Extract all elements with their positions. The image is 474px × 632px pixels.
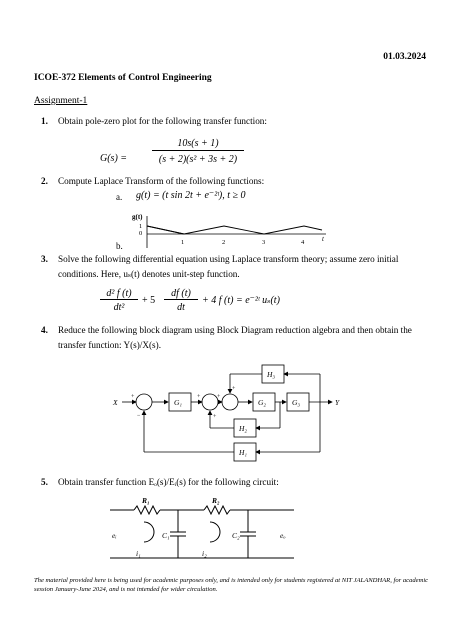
eo-label: eₒ	[280, 531, 286, 540]
term1-denominator: dt²	[113, 302, 125, 313]
question-text: Obtain pole-zero plot for the following transfer function:	[58, 116, 267, 126]
graph-waveform-seg	[147, 226, 184, 234]
c1-label: C₁	[162, 531, 170, 540]
question-number: 1.	[41, 116, 48, 126]
part-a-expression: g(t) = (t sin 2t + e⁻²ᵗ), t ≥ 0	[136, 190, 246, 201]
question-3	[41, 252, 438, 282]
part-a-label: a.	[116, 192, 123, 202]
resistor-r1	[134, 506, 160, 514]
term2-denominator: dt	[177, 302, 185, 313]
graph-xtick-4: 4	[301, 239, 305, 246]
question-4	[41, 323, 438, 353]
sign-plus-1: +	[131, 394, 135, 400]
question-text: Reduce the following block diagram using Block Diagram reduction algebra and then obtain the transfer function: Y(s)/X(s).	[58, 325, 412, 350]
question-number: 3.	[41, 254, 48, 264]
question-text: Solve the following differential equation using Laplace transform theory; assume zero initial conditions. Here, uₛ(t) denotes unit-step function.	[58, 254, 399, 279]
question-text: Compute Laplace Transform of the following functions:	[58, 176, 265, 186]
ei-label: eᵢ	[112, 531, 117, 540]
g1-label: G₁	[174, 398, 183, 407]
sign-minus-1: −	[137, 413, 141, 419]
graph-y1-label: 1	[139, 223, 143, 230]
i2-label: i₂	[202, 549, 207, 558]
graph-ylabel: g(t)	[132, 213, 143, 221]
equation-lhs: G(s) =	[100, 153, 128, 164]
i1-label: i₁	[136, 549, 141, 558]
question-1	[41, 114, 267, 129]
graph-xlabel: t	[322, 235, 324, 243]
plus-five: + 5	[142, 295, 156, 306]
equation-numerator: 10s(s + 1)	[152, 138, 244, 151]
block-diagram	[114, 360, 354, 470]
question-number: 4.	[41, 325, 48, 335]
r1-label: R₁	[142, 496, 150, 505]
h1-label: H₁	[239, 448, 248, 457]
g2-label: G₂	[258, 398, 267, 407]
loop-current-i1	[144, 522, 154, 542]
graph-xtick-3: 3	[262, 239, 266, 246]
rc-circuit	[104, 494, 304, 568]
question-5	[41, 475, 279, 490]
question-2	[41, 174, 265, 189]
output-y-label: Y	[335, 398, 340, 407]
part-b-label: b.	[116, 241, 123, 251]
question-number: 5.	[41, 477, 48, 487]
graph-y0-label: 0	[139, 230, 143, 237]
g3-label: G₃	[292, 398, 301, 407]
sign-plus-4: +	[217, 394, 221, 400]
course-title: ICOE-372 Elements of Control Engineering	[34, 73, 212, 83]
equation-rest: + 4 f (t) = e⁻²ᵗ uₛ(t)	[202, 295, 280, 306]
sign-plus-2: +	[197, 394, 201, 400]
assignment-heading: Assignment-1	[34, 96, 88, 106]
loop-current-i2	[210, 522, 220, 542]
date: 01.03.2024	[383, 52, 426, 62]
equation-denominator: (s + 2)(s² + 3s + 2)	[158, 154, 238, 165]
sign-plus-5: +	[232, 386, 236, 392]
term1-numerator: d² f (t)	[100, 288, 138, 300]
question-number: 2.	[41, 176, 48, 186]
resistor-r2	[204, 506, 230, 514]
graph-xtick-2: 2	[222, 239, 226, 246]
summing-junction-1	[136, 394, 152, 410]
sign-plus-3: +	[213, 414, 217, 420]
question-text: Obtain transfer function Eₒ(s)/Eᵢ(s) for the following circuit:	[58, 477, 279, 487]
footer-disclaimer: The material provided here is being used for academic purposes only, and is intended only for students registered at NIT JALANDHAR, for academic session January-June 2024, and is not intended for wider circulation.	[34, 577, 429, 593]
graph-waveform	[147, 226, 322, 234]
r2-label: R₂	[212, 496, 220, 505]
h2-label: H₂	[239, 424, 248, 433]
graph-xtick-1: 1	[181, 239, 185, 246]
term2-numerator: df (t)	[164, 288, 198, 300]
c2-label: C₂	[232, 531, 240, 540]
summing-junction-2	[202, 394, 218, 410]
sawtooth-graph	[126, 208, 338, 250]
summing-junction-3	[222, 394, 238, 410]
input-x-label: X	[113, 398, 118, 407]
h3-label: H₃	[267, 370, 276, 379]
